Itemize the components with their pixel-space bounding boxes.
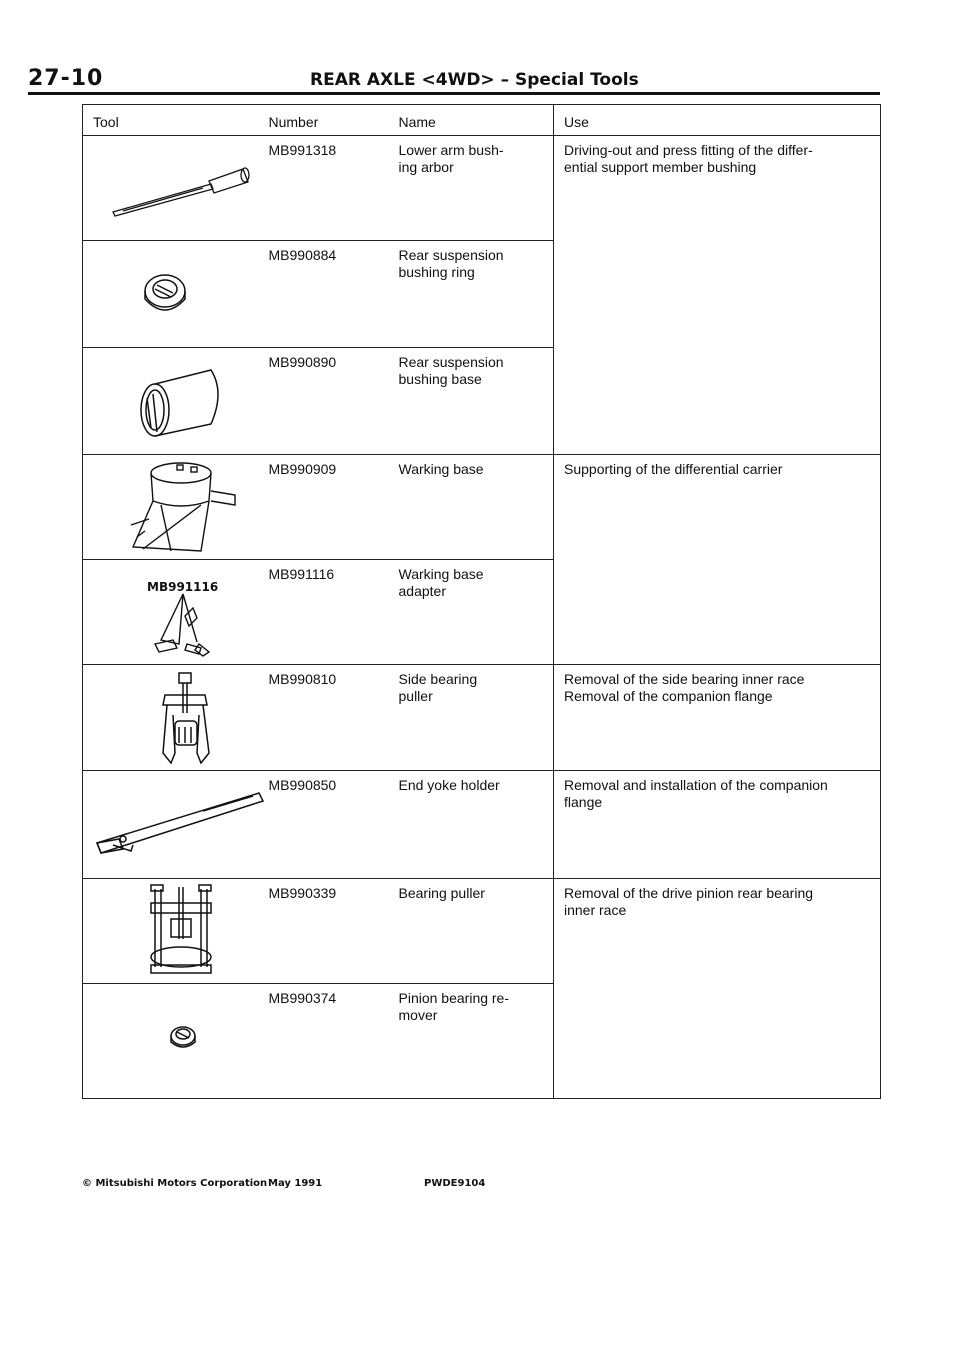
- tool-name: Warking base adapter: [395, 560, 554, 665]
- tool-number: MB990909: [265, 455, 395, 560]
- tool-cell: [83, 771, 265, 879]
- working-base-adapter-icon: [83, 560, 265, 665]
- footer-copyright: © Mitsubishi Motors Corporation: [82, 1178, 268, 1189]
- tool-use: Removal and installation of the companion flange: [554, 771, 881, 879]
- arbor-icon: [83, 136, 265, 241]
- tool-name: Warking base: [395, 455, 554, 560]
- tool-name: Bearing puller: [395, 879, 554, 984]
- tool-number: MB990810: [265, 665, 395, 771]
- bushing-ring-icon: [83, 241, 265, 348]
- pinion-bearing-remover-icon: [83, 984, 265, 1099]
- tool-name: Side bearing puller: [395, 665, 554, 771]
- tool-use: Removal of the side bearing inner race Removal of the companion flange: [554, 665, 881, 771]
- side-bearing-puller-icon: [83, 665, 265, 771]
- tool-name: Pinion bearing re- mover: [395, 984, 554, 1099]
- tool-use: Supporting of the differential carrier: [554, 455, 881, 665]
- tool-cell: [83, 560, 265, 665]
- tool-use: Driving-out and press fitting of the differ- ential support member bushing: [554, 136, 881, 455]
- tool-cell: [83, 455, 265, 560]
- column-header-tool: Tool: [83, 105, 265, 136]
- column-header-name: Name: [395, 105, 554, 136]
- tool-name: Lower arm bush- ing arbor: [395, 136, 554, 241]
- tool-cell: [83, 348, 265, 455]
- tool-label: MB991116: [147, 580, 219, 594]
- tool-number: MB991318: [265, 136, 395, 241]
- tool-cell: [83, 984, 265, 1099]
- tool-number: MB990884: [265, 241, 395, 348]
- tool-cell: [83, 241, 265, 348]
- bearing-puller-icon: [83, 879, 265, 984]
- column-header-number: Number: [265, 105, 395, 136]
- table-row: [83, 771, 881, 879]
- header-rule: [28, 92, 880, 95]
- page-title: REAR AXLE <4WD> – Special Tools: [310, 70, 639, 90]
- page-number: 27-10: [28, 66, 104, 91]
- tool-name: Rear suspension bushing ring: [395, 241, 554, 348]
- tool-number: MB990850: [265, 771, 395, 879]
- tool-number: MB990339: [265, 879, 395, 984]
- tool-use: Removal of the drive pinion rear bearing inner race: [554, 879, 881, 1099]
- working-base-icon: [83, 455, 265, 560]
- bushing-base-icon: [83, 348, 265, 455]
- column-header-use: Use: [554, 105, 881, 136]
- table-row: [83, 136, 881, 241]
- tool-cell: [83, 879, 265, 984]
- tool-cell: [83, 665, 265, 771]
- tool-cell: [83, 136, 265, 241]
- footer-date: May 1991: [268, 1178, 323, 1189]
- tool-number: MB990890: [265, 348, 395, 455]
- tool-number: MB990374: [265, 984, 395, 1099]
- table-header-row: [83, 105, 881, 136]
- table-row: [83, 455, 881, 560]
- tool-name: End yoke holder: [395, 771, 554, 879]
- table-row: [83, 665, 881, 771]
- tool-name: Rear suspension bushing base: [395, 348, 554, 455]
- tool-number: MB991116: [265, 560, 395, 665]
- special-tools-table: [82, 104, 881, 1099]
- footer-code: PWDE9104: [424, 1178, 486, 1189]
- end-yoke-holder-icon: [83, 771, 265, 879]
- table-row: [83, 879, 881, 984]
